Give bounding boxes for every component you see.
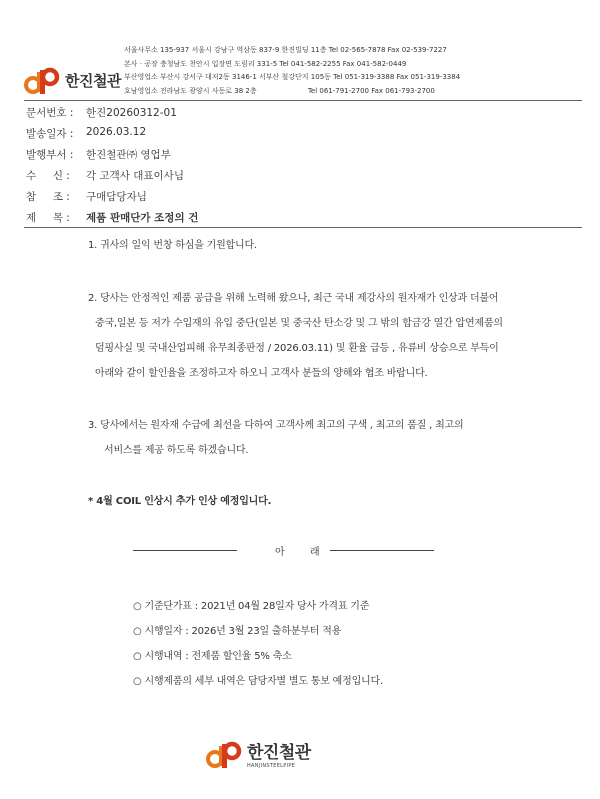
paragraph-2-line-2: 중국,일본 등 저가 수입재의 유입 중단(일본 및 중국산 탄소강 및 그 밖의 합금강 열간 압연제품의 [95,318,503,329]
paragraph-2-line-4: 아래와 같이 할인율을 조정하고자 하오니 고객사 분들의 양해와 협조 바랍니다. [95,368,428,379]
below-char-1: 아 [275,547,285,558]
date-value: 2026.03.12 [86,126,147,138]
subject-value: 제품 판매단가 조정의 건 [86,212,199,224]
below-char-2: 래 [310,547,320,558]
header-rule-top [24,100,582,101]
paragraph-1: 1. 귀사의 일익 번창 하심을 기원합니다. [88,240,257,251]
below-divider-right [330,550,434,551]
dept-row [26,147,171,162]
doc-number-value: 한진20260312-01 [86,107,177,119]
below-divider-left [133,550,237,551]
office-label: 호남영업소 [124,86,158,95]
dept-value: 한진철관㈜ 영업부 [86,149,171,161]
list-item: ○ 기준단가표 : 2021년 04월 28일자 당사 가격표 기준 [133,601,370,612]
reference-row [26,189,147,204]
office-text: 135-937 서울시 강남구 역삼동 837-9 한진빌딩 11층 Tel 02-565-7878 Fax 02-539-7227 [160,46,447,54]
logo-mark-icon [24,66,62,94]
reference-label: 참 조 : [26,191,70,203]
list-item: ○ 시행제품의 세부 내역은 담당자별 별도 통보 예정입니다. [133,676,383,687]
reference-value: 구매담당자님 [86,191,147,203]
office-text: 충청남도 천안시 입장면 도림리 331-5 Tel 041-582-2255 Fax 041-582-0449 [160,59,407,68]
date-row [26,126,146,141]
logo-name-ko: 한진철관 [65,71,121,90]
office-label: 부산영업소 [124,73,158,81]
paragraph-3-line-1: 3. 당사에서는 원자재 수급에 최선을 다하여 고객사께 최고의 구색 , 최고의 품질 , 최고의 [88,420,464,431]
office-row [124,85,460,99]
doc-number-label: 문서번호 : [26,107,74,119]
logo-p-shape [220,740,244,768]
company-logo-top [24,66,121,94]
office-row [124,71,460,85]
office-label: 서울사무소 [124,46,158,54]
recipient-value: 각 고객사 대표이사님 [86,170,184,182]
date-label: 발송일자 : [26,128,74,140]
list-item: ○ 시행내역 : 전제품 할인율 5% 축소 [133,651,292,662]
paragraph-2-line-1: 2. 당사는 안정적인 제품 공급을 위해 노력해 왔으나, 최근 국내 제강사의 원자재가 인상과 더불어 [88,293,499,304]
office-row [124,44,460,58]
paragraph-2-line-3: 덤핑사실 및 국내산업피해 유무최종판정 / 2026.03.11) 및 환율 급등 , 유류비 상승으로 부득이 [95,343,499,354]
list-item: ○ 시행일자 : 2026년 3월 23일 출하분부터 적용 [133,626,342,637]
doc-number-row [26,105,177,120]
office-text: 전라남도 광양시 사동로 38 2층 Tel 061-791-2700 Fax 061-793-2700 [160,86,435,95]
office-row [124,58,460,72]
logo-mark-icon [206,740,244,768]
office-address-block [124,44,460,98]
logo-name-ko: 한진철관 [247,743,311,763]
dept-label: 발행부서 : [26,149,74,161]
company-logo-bottom [206,738,311,769]
price-increase-note: * 4월 COIL 인상시 추가 인상 예정입니다. [88,496,272,507]
logo-name-en: HANJINSTEELPIPE [247,763,296,769]
subject-label: 제 목 : [26,212,70,224]
subject-row [26,210,198,225]
header-rule-bottom [24,227,582,228]
logo-p-shape [38,66,62,94]
office-text: 부산시 강서구 대저2동 3146-1 서부산 철강단지 105동 Tel 051-319-3388 Fax 051-319-3384 [160,73,461,81]
office-label: 본사 · 공장 [124,59,158,68]
recipient-label: 수 신 : [26,170,70,182]
paragraph-3-line-2: 서비스를 제공 하도록 하겠습니다. [104,445,249,456]
recipient-row [26,168,184,183]
